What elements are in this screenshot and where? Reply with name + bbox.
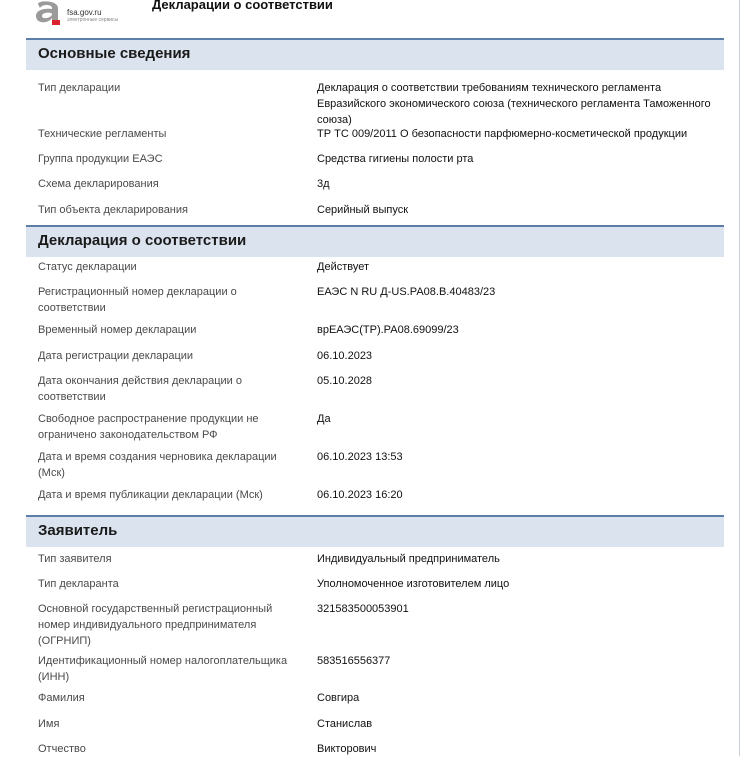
row-value: Декларация о соответствии требованиям технического регламента Евразийского экономического союза (технического регламента Таможенного союза) bbox=[317, 82, 711, 126]
row-label: Временный номер декларации bbox=[38, 324, 197, 336]
section-header bbox=[26, 515, 724, 547]
row-value: Серийный выпуск bbox=[317, 204, 409, 216]
section-header bbox=[26, 38, 724, 70]
section-header bbox=[26, 225, 724, 257]
row-label: Группа продукции ЕАЭС bbox=[38, 153, 163, 165]
logo-subtitle: электронные сервисы bbox=[67, 17, 119, 23]
row-label: Отчество bbox=[38, 743, 86, 755]
row-value: 3д bbox=[317, 178, 330, 190]
section-title: Основные сведения bbox=[38, 45, 191, 62]
row-label: Дата и время публикации декларации (Мск) bbox=[38, 489, 263, 501]
row-label: Тип декларации bbox=[38, 82, 121, 94]
fsa-logo-icon bbox=[32, 0, 62, 26]
row-label: Технические регламенты bbox=[38, 128, 167, 140]
row-label: Идентификационный номер налогоплательщика (ИНН) bbox=[38, 655, 288, 683]
row-value: 06.10.2023 13:53 bbox=[317, 451, 403, 463]
row-value: Уполномоченное изготовителем лицо bbox=[317, 578, 510, 590]
row-label: Тип заявителя bbox=[38, 553, 112, 565]
row-label: Дата окончания действия декларации о соответствии bbox=[38, 375, 242, 403]
fsa-logo[interactable] bbox=[32, 0, 142, 26]
section-title: Заявитель bbox=[38, 522, 118, 539]
row-value: ТР ТС 009/2011 О безопасности парфюмерно-косметической продукции bbox=[317, 128, 688, 140]
row-value: Станислав bbox=[317, 718, 373, 730]
row-value: 583516556377 bbox=[317, 655, 391, 667]
row-label: Дата регистрации декларации bbox=[38, 350, 194, 362]
row-label: Тип объекта декларирования bbox=[38, 204, 188, 216]
row-label: Тип декларанта bbox=[38, 578, 119, 590]
row-value: 05.10.2028 bbox=[317, 375, 373, 387]
page-title: Декларации о соответствии bbox=[152, 0, 333, 12]
row-value: Да bbox=[317, 413, 331, 425]
row-value: Действует bbox=[317, 261, 370, 273]
section-applicant bbox=[26, 515, 724, 547]
top-bar bbox=[0, 0, 756, 36]
row-value: Средства гигиены полости рта bbox=[317, 153, 474, 165]
logo-site-text: fsa.gov.ru bbox=[67, 8, 102, 17]
row-label: Статус декларации bbox=[38, 261, 137, 273]
row-value: Совгира bbox=[317, 692, 360, 704]
row-label: Имя bbox=[38, 718, 60, 730]
row-label: Фамилия bbox=[38, 692, 85, 704]
row-label: Основной государственный регистрационный номер индивидуального предпринимателя (ОГРНИП) bbox=[38, 603, 273, 647]
row-label: Регистрационный номер декларации о соответствии bbox=[38, 286, 237, 314]
row-value: 06.10.2023 bbox=[317, 350, 373, 362]
section-declaration bbox=[26, 225, 724, 257]
row-value: 321583500053901 bbox=[317, 603, 409, 615]
row-value: ЕАЭС N RU Д-US.РА08.В.40483/23 bbox=[317, 286, 496, 298]
section-basic-info bbox=[26, 38, 724, 70]
row-value: 06.10.2023 16:20 bbox=[317, 489, 403, 501]
row-label: Дата и время создания черновика декларации (Мск) bbox=[38, 451, 277, 479]
row-value: врЕАЭС(ТР).РА08.69099/23 bbox=[317, 324, 459, 336]
row-value: Викторович bbox=[317, 743, 377, 755]
section-title: Декларация о соответствии bbox=[38, 232, 247, 249]
row-label: Свободное распространение продукции не ограничено законодательством РФ bbox=[38, 413, 259, 441]
row-label: Схема декларирования bbox=[38, 178, 159, 190]
row-value: Индивидуальный предприниматель bbox=[317, 553, 500, 565]
right-border bbox=[739, 0, 740, 756]
